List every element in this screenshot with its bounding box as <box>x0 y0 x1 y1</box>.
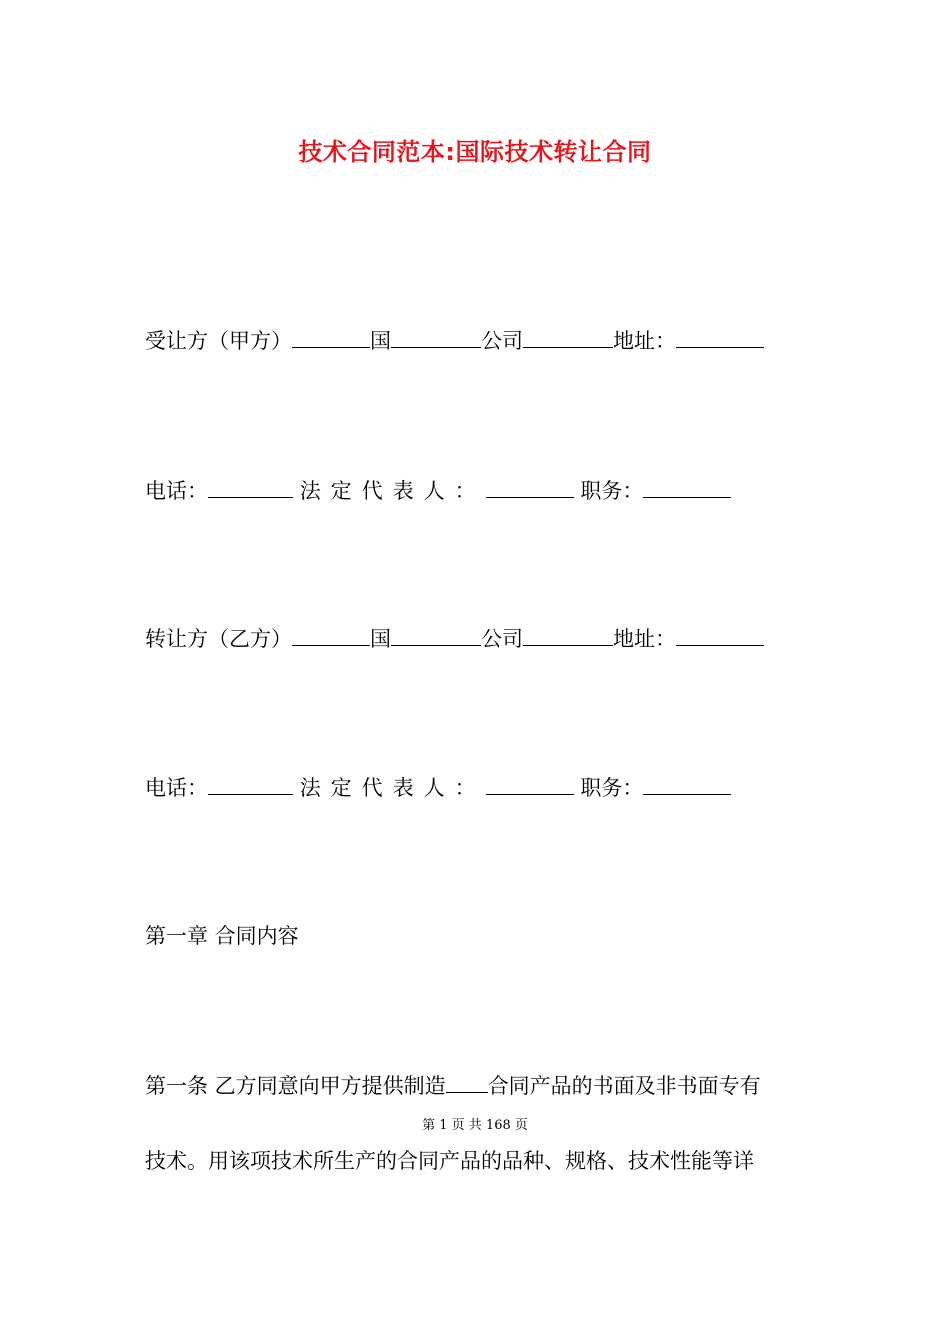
party-b-blank-3 <box>523 623 613 646</box>
party-b-company: 公司 <box>481 627 523 651</box>
document-title: 技术合同范本:国际技术转让合同 <box>298 138 652 166</box>
party-a-position: 职务： <box>580 479 644 503</box>
party-a-rep: 法定代表人： <box>299 479 486 503</box>
party-b-position-blank <box>643 772 731 795</box>
party-a-contact-line <box>145 475 731 506</box>
party-b-blank-1 <box>292 623 370 646</box>
article-1-part-a: 第一条 乙方同意向甲方提供制造 <box>145 1074 446 1098</box>
party-b-blank-4 <box>676 623 764 646</box>
party-a-blank-3 <box>523 325 613 348</box>
party-b-rep-blank <box>486 772 574 795</box>
article-1-part-b: 合同产品的书面及非书面专有 <box>487 1074 761 1098</box>
party-a-blank-4 <box>676 325 764 348</box>
page-footer: 第 1 页 共 168 页 <box>422 1118 528 1133</box>
party-a-phone-blank <box>208 475 293 498</box>
party-b-country: 国 <box>370 627 391 651</box>
party-b-label: 转让方（乙方） <box>145 627 292 651</box>
party-a-country: 国 <box>370 329 391 353</box>
party-a-position-blank <box>643 475 731 498</box>
party-b-line <box>145 623 764 654</box>
party-a-company: 公司 <box>481 329 523 353</box>
party-b-blank-2 <box>391 623 481 646</box>
party-a-rep-blank <box>486 475 574 498</box>
party-b-phone: 电话： <box>145 776 208 800</box>
party-a-blank-2 <box>391 325 481 348</box>
chapter-heading: 第一章 合同内容 <box>145 924 299 948</box>
party-a-label: 受让方（甲方） <box>145 329 292 353</box>
party-b-phone-blank <box>208 772 293 795</box>
article-1-line-1 <box>145 1070 761 1101</box>
party-b-contact-line <box>145 772 731 803</box>
party-a-phone: 电话： <box>145 479 208 503</box>
party-b-rep: 法定代表人： <box>299 776 486 800</box>
article-1-line-2: 技术。用该项技术所生产的合同产品的品种、规格、技术性能等详 <box>145 1149 754 1173</box>
party-a-line <box>145 325 764 356</box>
party-a-blank-1 <box>292 325 370 348</box>
article-1-blank <box>446 1070 488 1093</box>
party-b-address: 地址： <box>613 627 676 651</box>
party-b-position: 职务： <box>580 776 644 800</box>
party-a-address: 地址： <box>613 329 676 353</box>
